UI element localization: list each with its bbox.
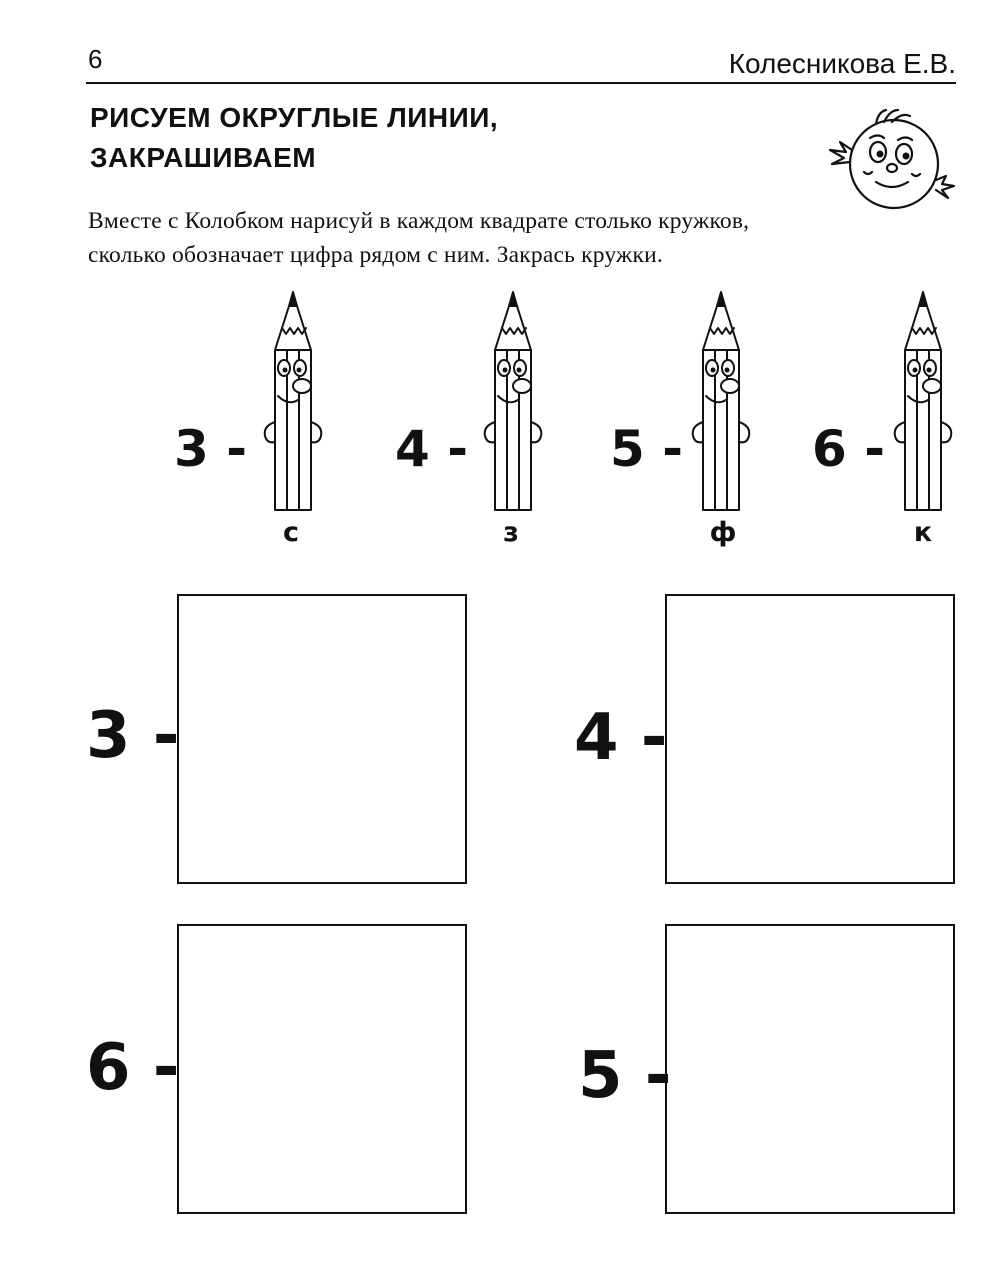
- kolobok-icon: [826, 102, 956, 214]
- instructions-line-1: Вместе с Колобком нарисуй в каждом квадрате столько кружков,: [88, 208, 750, 234]
- title-line-2: ЗАКРАШИВАЕМ: [90, 142, 317, 173]
- drawing-square[interactable]: [665, 924, 955, 1214]
- key-number-1: 3 -: [174, 420, 247, 478]
- pencil-icon: [888, 290, 958, 516]
- task-number-3: 6 -: [86, 1031, 180, 1105]
- pencil-icon: [478, 290, 548, 516]
- instructions-line-2: сколько обозначает цифра рядом с ним. Закрась кружки.: [88, 242, 663, 268]
- page-title: [90, 98, 498, 178]
- key-number-3: 5 -: [610, 420, 683, 478]
- drawing-square[interactable]: [177, 594, 467, 884]
- task-number-4: 5 -: [578, 1039, 672, 1113]
- instructions: [88, 204, 749, 272]
- task-number-1: 3 -: [86, 699, 180, 773]
- key-letter-2: з: [503, 517, 519, 548]
- key-letter-3: ф: [709, 517, 737, 548]
- key-letter-1: с: [282, 517, 299, 548]
- header-divider: [86, 82, 956, 84]
- task-number-2: 4 -: [574, 701, 668, 775]
- drawing-square[interactable]: [177, 924, 467, 1214]
- drawing-square[interactable]: [665, 594, 955, 884]
- title-line-1: РИСУЕМ ОКРУГЛЫЕ ЛИНИИ,: [90, 102, 499, 133]
- key-number-2: 4 -: [395, 420, 468, 478]
- key-number-4: 6 -: [812, 420, 885, 478]
- page-number: 6: [88, 44, 103, 74]
- pencil-icon: [686, 290, 756, 516]
- author-name: Колесникова Е.В.: [728, 48, 956, 79]
- pencil-icon: [258, 290, 328, 516]
- key-letter-4: к: [913, 517, 933, 548]
